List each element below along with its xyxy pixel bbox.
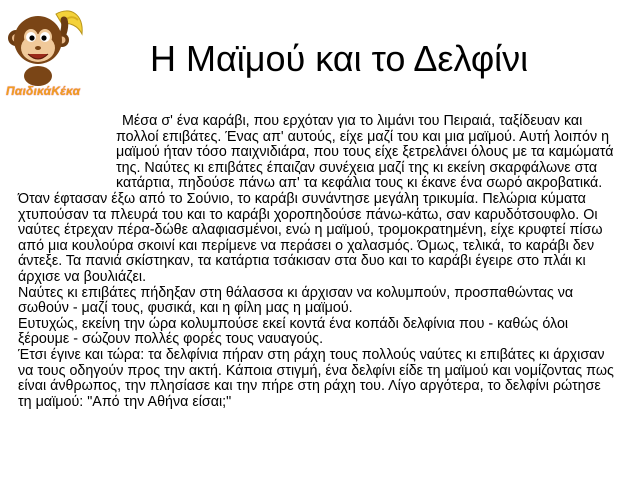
monkey-with-banana-icon — [4, 4, 88, 88]
page-title: Η Μαϊμού και το Δελφίνι — [150, 38, 529, 79]
paragraph-2: Όταν έφτασαν έξω από το Σούνιο, το καράβι συνάντησε μεγάλη τρικυμία. Πελώρια κύματα χτυπούσαν τα πλευρά του και το καράβι χοροπηδούσε πάνω-κάτω, σαν καρυδότσουφλο. Οι ναύτες έτρεχαν πέρα-δώθε αλαφιασμένοι, ενώ η μαϊμού, τρομοκρατημένη, είχε κρυφτεί πίσω από μια κουλούρα σκοινί και περίμενε να περάσει ο χαλασμός. Όμως, τελικά, το καράβι δεν άντεξε. Τα πανιά σκίστηκαν, τα κατάρτια τσάκισαν στα δυο και το καράβι έγειρε στο πλάι κι άρχισε να βουλιάζει. — [18, 190, 603, 285]
story-text — [18, 113, 616, 410]
logo-text: ΠαιδικάΚέκα — [6, 84, 81, 98]
paragraph-1: Μέσα σ' ένα καράβι, που ερχόταν για το λιμάνι του Πειραιά, ταξίδευαν και πολλοί επιβάτες. Ένας απ' αυτούς, είχε μαζί του και μια μαϊμού. Αυτή λοιπόν η μαϊμού ήταν τόσο παιχνιδιάρα, που τους είχε ξετρελάνει όλους με τα καμώματά της. Ναύτες κι επιβάτες έπαιζαν συνέχεια μαζί της κι εκείνη σκαρφάλωνε στα κατάρτια, πηδούσε πάνω απ' τα κεφάλια τους κι έκανε ένα σωρό ακροβατικά. — [116, 113, 614, 192]
site-logo[interactable] — [4, 4, 88, 114]
paragraph-3: Ναύτες κι επιβάτες πήδηξαν στη θάλασσα κι άρχισαν να κολυμπούν, προσπαθώντας να σωθούν - μαζί τους, φυσικά, και η φίλη μας η μαϊμού. — [18, 284, 574, 317]
paragraph-4: Ευτυχώς, εκείνη την ώρα κολυμπούσε εκεί κοντά ένα κοπάδι δελφίνια που - καθώς όλοι ξέρουμε - σώζουν πολλές φορές τους ναυαγούς. — [18, 315, 569, 348]
paragraph-5: Έτσι έγινε και τώρα: τα δελφίνια πήραν στη ράχη τους πολλούς ναύτες κι επιβάτες κι άρχισαν να τους οδηγούν προς την ακτή. Κάποια στιγμή, ένα δελφίνι είδε τη μαϊμού και νομίζοντας πως είναι άνθρωπος, την πλησίασε και την πήρε στη ράχη του. Λίγο αργότερα, το δελφίνι ρώτησε τη μαϊμού: "Από την Αθήνα είσαι;" — [18, 346, 614, 410]
